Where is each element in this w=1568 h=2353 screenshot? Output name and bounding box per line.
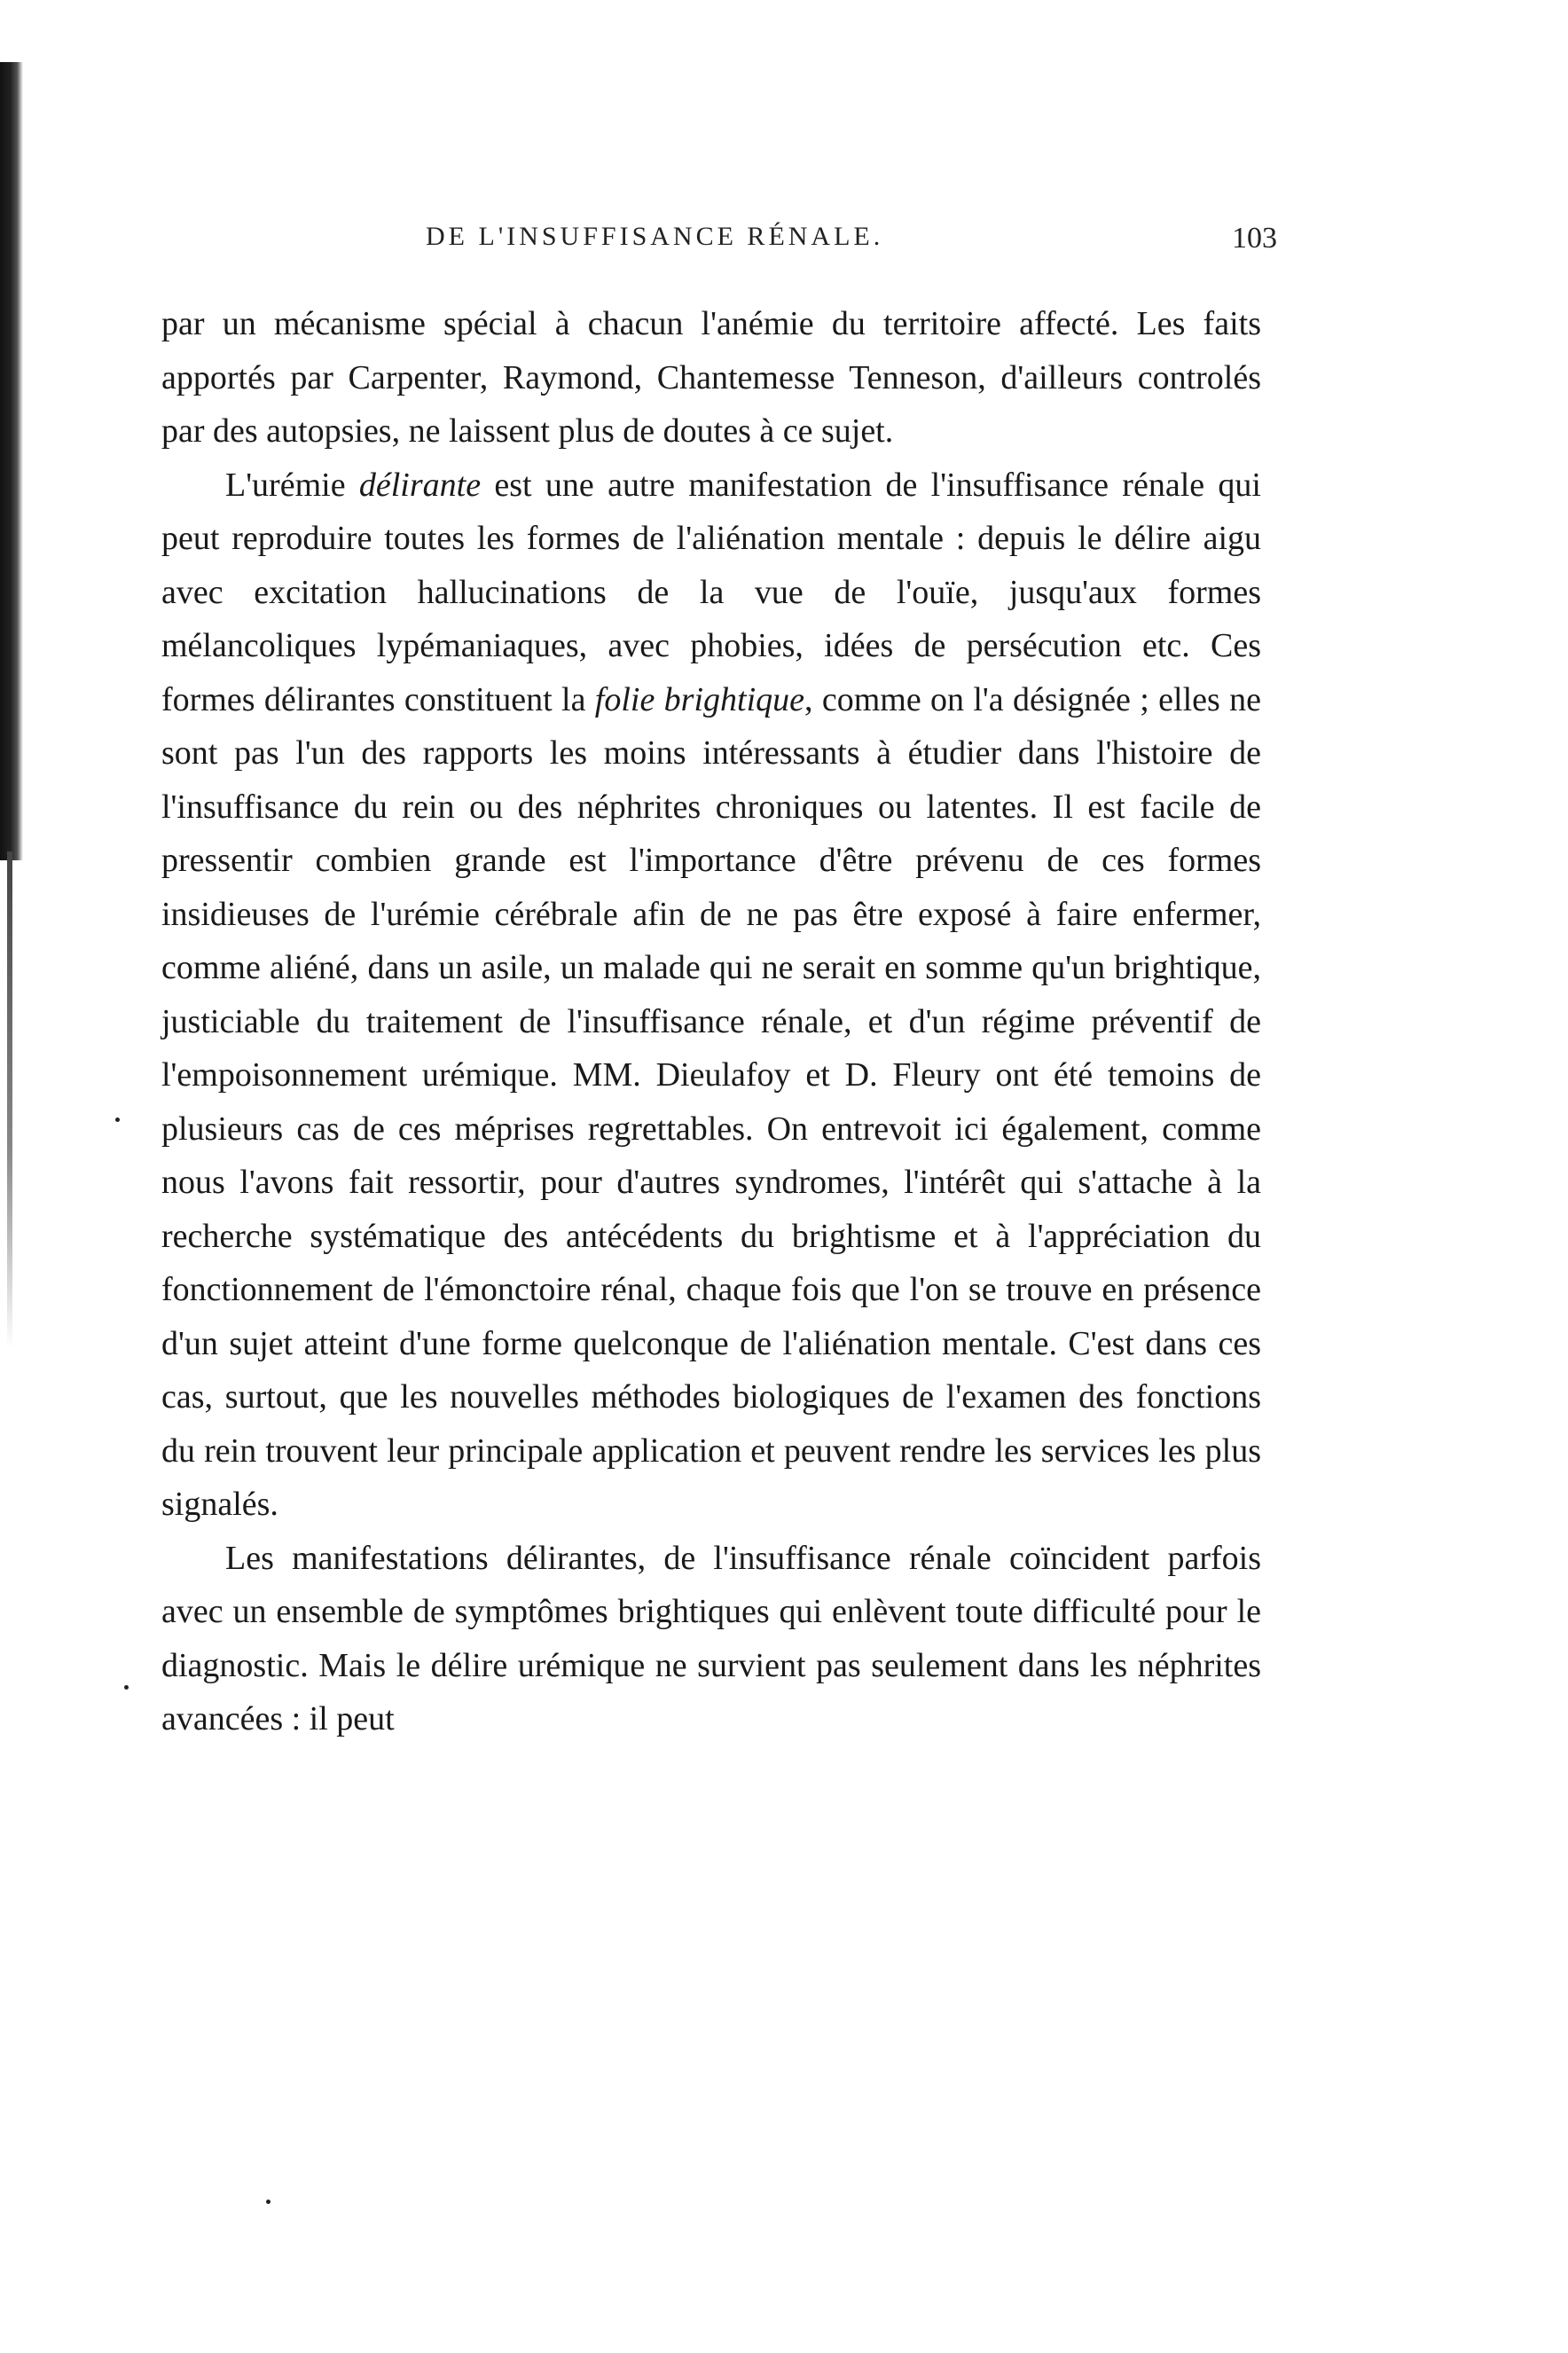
page-number: 103 (1232, 222, 1277, 255)
scan-speck (124, 1685, 129, 1690)
scan-speck (115, 1118, 120, 1122)
italic-term-folie-brightique: folie brightique (594, 680, 804, 718)
scan-speck (266, 2200, 270, 2204)
running-title: DE L'INSUFFISANCE RÉNALE. (426, 222, 884, 251)
paragraph-2 (161, 459, 1261, 1532)
paragraph-2-middle: est une autre manifestation de l'insuffisance rénale qui peut reproduire toutes les formes de l'aliénation mentale : depuis le délire aigu avec excitation hallucinations de la vue de l'ouïe, jusqu'aux formes mélancoliques lypémaniaques, avec phobies, idées de persécution etc. Ces formes délirantes constituent la (161, 466, 1261, 718)
body-text (161, 297, 1261, 1746)
scan-binding-shadow-lower (7, 851, 12, 1348)
paragraph-3 (161, 1532, 1261, 1746)
paragraph-2-lead: L'urémie (225, 466, 359, 504)
italic-term-delirante: délirante (358, 466, 482, 504)
scan-binding-shadow (0, 62, 23, 860)
paragraph-1-text: par un mécanisme spécial à chacun l'anémie du territoire affecté. Les faits apportés par Carpenter, Raymond, Chantemesse Tenneson, d'ailleurs controlés par des autopsies, ne laissent plus de doutes à ce sujet. (161, 305, 1261, 450)
running-head (160, 222, 1277, 275)
paragraph-1 (161, 297, 1261, 459)
paragraph-2-rest: , comme on l'a désignée ; elles ne sont pas l'un des rapports les moins intéressants à étudier dans l'histoire de l'insuffisance du rein ou des néphrites chroniques ou latentes. Il est facile de pressentir combien grande est l'importance d'être prévenu de ces formes insidieuses de l'urémie cérébrale afin de ne pas être exposé à faire enfermer, comme aliéné, dans un asile, un malade qui ne serait en somme qu'un brightique, justiciable du traitement de l'insuffisance rénale, et d'un régime préventif de l'empoisonnement urémique. MM. Dieulafoy et D. Fleury ont été temoins de plusieurs cas de ces méprises regrettables. On entrevoit ici également, comme nous l'avons fait ressortir, pour d'autres syndromes, l'intérêt qui s'attache à la recherche systématique des antécédents du brightisme et à l'appréciation du fonctionnement de l'émonctoire rénal, chaque fois que l'on se trouve en présence d'un sujet atteint d'une forme quelconque de l'aliénation mentale. C'est dans ces cas, surtout, que les nouvelles méthodes biologiques de l'examen des fonctions du rein trouvent leur principale application et peuvent rendre les services les plus signalés. (161, 680, 1262, 1523)
paragraph-3-text: Les manifestations délirantes, de l'insuffisance rénale coïncident parfois avec un ensemble de symptômes brightiques qui enlèvent toute difficulté pour le diagnostic. Mais le délire urémique ne survient pas seulement dans les néphrites avancées : il peut (161, 1539, 1261, 1737)
